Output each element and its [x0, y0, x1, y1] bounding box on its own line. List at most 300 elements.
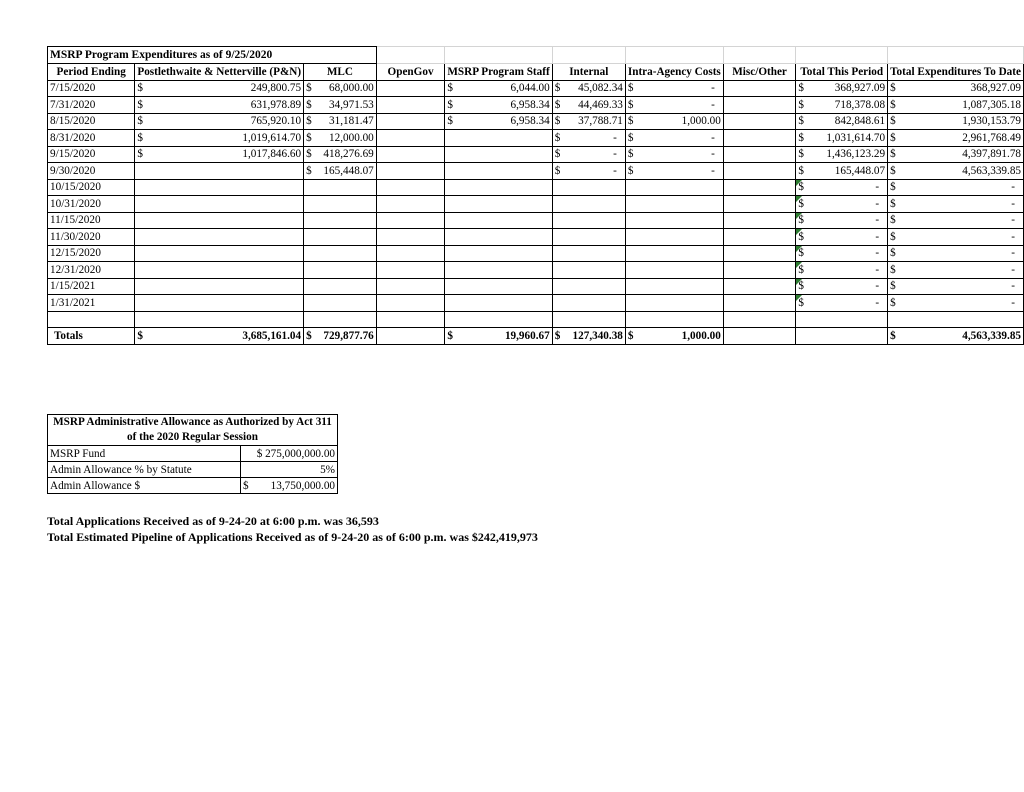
currency-sign: $: [798, 263, 804, 276]
amount-mlc: 12,000.00: [329, 131, 374, 144]
cell-misc: [723, 80, 796, 97]
cell-mlc: [304, 80, 377, 97]
cell-pn: [135, 179, 304, 196]
cell-total: [796, 146, 888, 163]
cell-misc: [723, 146, 796, 163]
cell-staff: [445, 229, 552, 246]
amount-todate: 4,397,891.78: [962, 148, 1021, 161]
cell-todate: [888, 130, 1024, 147]
currency-sign: $: [890, 148, 896, 161]
amount-internal: -: [613, 148, 617, 161]
currency-sign: $: [306, 115, 312, 128]
amount-pn: 1,019,614.70: [242, 131, 302, 144]
cell-internal: [552, 130, 625, 147]
currency-sign: $: [306, 329, 312, 342]
currency-sign: $: [554, 82, 561, 95]
currency-sign: $: [627, 164, 634, 177]
currency-sign: $: [627, 82, 634, 95]
cell-opengov: [376, 245, 445, 262]
period-ending: 7/15/2020: [48, 80, 135, 97]
cell-pn: [135, 80, 304, 97]
amount-pn: 1,017,846.60: [242, 148, 302, 161]
currency-sign: $: [890, 131, 896, 144]
period-ending: 8/15/2020: [48, 113, 135, 130]
cell-internal: [552, 295, 625, 312]
cell-todate: [888, 229, 1024, 246]
currency-sign: $: [890, 214, 896, 227]
currency-sign: $: [798, 131, 804, 144]
sheet-title: MSRP Program Expenditures as of 9/25/2020: [48, 47, 377, 64]
amount-total: -: [875, 214, 880, 227]
cell-opengov: [376, 262, 445, 279]
currency-sign: $: [137, 82, 143, 95]
cell-total: [796, 229, 888, 246]
cell-staff: [445, 295, 552, 312]
amount-todate: -: [1011, 230, 1015, 243]
cell-pn: [135, 113, 304, 130]
cell-todate: [888, 295, 1024, 312]
cell-intra: [625, 130, 723, 147]
cell-misc: [723, 278, 796, 295]
table-row: [48, 130, 1024, 147]
currency-sign: $: [137, 98, 143, 111]
currency-sign: $: [306, 164, 312, 177]
amount-total: -: [875, 197, 880, 210]
period-ending: 1/31/2021: [48, 295, 135, 312]
cell-intra: [625, 80, 723, 97]
cell-mlc: [304, 97, 377, 114]
table-row: [48, 113, 1024, 130]
cell-todate: [888, 328, 1024, 345]
cell-internal: [552, 245, 625, 262]
amount-staff: 6,958.34: [510, 115, 550, 128]
cell-opengov: [376, 229, 445, 246]
amount-mlc: 31,181.47: [329, 115, 374, 128]
admin-amount-label: Admin Allowance $: [48, 478, 241, 494]
currency-sign: $: [554, 98, 561, 111]
amount-todate: -: [1011, 214, 1015, 227]
amount-internal: 37,788.71: [578, 115, 623, 128]
cell-mlc: [304, 196, 377, 213]
cell-mlc: [304, 278, 377, 295]
amount-total: 1,436,123.29: [826, 148, 886, 161]
cell-total: [796, 97, 888, 114]
cell-staff: [445, 130, 552, 147]
cell-mlc: [304, 179, 377, 196]
cell-internal: [552, 229, 625, 246]
cell-pn: [135, 212, 304, 229]
period-ending: 7/31/2020: [48, 97, 135, 114]
cell-pn: [135, 229, 304, 246]
cell-pn: [135, 295, 304, 312]
amount-todate: -: [1011, 181, 1015, 194]
currency-sign: $: [137, 329, 143, 342]
table-row: [48, 163, 1024, 180]
cell-opengov: [376, 130, 445, 147]
cell-staff: [445, 80, 552, 97]
amount-total: -: [875, 280, 880, 293]
cell-total: [796, 196, 888, 213]
amount-internal: 127,340.38: [572, 329, 623, 342]
cell-mlc: [304, 295, 377, 312]
table-row: [48, 295, 1024, 312]
amount-todate: -: [1011, 263, 1015, 276]
header-mlc: MLC: [304, 63, 377, 80]
cell-misc: [723, 245, 796, 262]
msrp-fund-value: $ 275,000,000.00: [241, 446, 338, 462]
cell-staff: [445, 146, 552, 163]
currency-sign: $: [890, 296, 896, 309]
currency-sign: $: [554, 329, 561, 342]
amount-todate: 1,087,305.18: [962, 98, 1021, 111]
cell-intra: [625, 212, 723, 229]
amount-mlc: 68,000.00: [329, 82, 374, 95]
table-row: [48, 212, 1024, 229]
amount-pn: 249,800.75: [250, 82, 302, 95]
currency-sign: $: [798, 115, 804, 128]
header-program-staff: MSRP Program Staff: [445, 63, 552, 80]
amount-todate: 2,961,768.49: [962, 131, 1021, 144]
cell-total: [796, 262, 888, 279]
currency-sign: $: [554, 115, 561, 128]
amount-todate: 368,927.09: [970, 82, 1021, 95]
cell-todate: [888, 212, 1024, 229]
cell-opengov: [376, 80, 445, 97]
cell-pn: [135, 130, 304, 147]
cell-mlc: [304, 262, 377, 279]
cell-staff: [445, 196, 552, 213]
currency-sign: $: [627, 131, 634, 144]
currency-sign: $: [554, 164, 561, 177]
header-intra-agency: Intra-Agency Costs: [625, 63, 723, 80]
cell-intra: [625, 262, 723, 279]
currency-sign: $: [798, 197, 804, 210]
amount-intra: -: [711, 131, 715, 144]
amount-todate: 4,563,339.85: [962, 164, 1021, 177]
currency-sign: $: [627, 329, 634, 342]
title-row: [48, 47, 1024, 64]
cell-total: [796, 212, 888, 229]
header-period-ending: Period Ending: [48, 63, 135, 80]
cell-mlc: [304, 146, 377, 163]
cell-total: [796, 328, 888, 345]
cell-misc: [723, 262, 796, 279]
amount-pn: 631,978.89: [250, 98, 302, 111]
cell-total: [796, 295, 888, 312]
currency-sign: $: [890, 164, 896, 177]
currency-sign: $: [306, 131, 312, 144]
currency-sign: $: [798, 230, 804, 243]
cell-internal: [552, 262, 625, 279]
amount-todate: 1,930,153.79: [962, 115, 1021, 128]
cell-pn: [135, 97, 304, 114]
cell-total: [796, 245, 888, 262]
cell-intra: [625, 328, 723, 345]
cell-mlc: [304, 229, 377, 246]
cell-total: [796, 113, 888, 130]
amount-total: -: [875, 230, 880, 243]
cell-todate: [888, 262, 1024, 279]
amount-todate: -: [1011, 280, 1015, 293]
currency-sign: $: [627, 115, 634, 128]
currency-sign: $: [447, 329, 453, 342]
cell-total: [796, 163, 888, 180]
cell-todate: [888, 113, 1024, 130]
cell-internal: [552, 113, 625, 130]
table-row: [48, 196, 1024, 213]
amount-pn: 3,685,161.04: [242, 329, 302, 342]
cell-opengov: [376, 146, 445, 163]
header-internal: Internal: [552, 63, 625, 80]
header-total-period: Total This Period: [796, 63, 888, 80]
cell-internal: [552, 278, 625, 295]
amount-pn: 765,920.10: [250, 115, 302, 128]
amount-total: -: [875, 296, 880, 309]
admin-amount-value: 13,750,000.00: [270, 479, 335, 492]
table-row: [48, 80, 1024, 97]
header-pn: Postlethwaite & Netterville (P&N): [135, 63, 304, 80]
period-ending: 9/30/2020: [48, 163, 135, 180]
currency-sign: $: [890, 98, 896, 111]
currency-sign: $: [243, 479, 249, 492]
amount-internal: -: [613, 131, 617, 144]
cell-total: [796, 130, 888, 147]
cell-todate: [888, 245, 1024, 262]
cell-pn: [135, 163, 304, 180]
header-misc: Misc/Other: [723, 63, 796, 80]
amount-staff: 6,958.34: [510, 98, 550, 111]
table-row: [48, 278, 1024, 295]
cell-internal: [552, 97, 625, 114]
amount-total: 1,031,614.70: [826, 131, 886, 144]
currency-sign: $: [306, 98, 312, 111]
cell-mlc: [304, 245, 377, 262]
cell-opengov: [376, 97, 445, 114]
admin-title: MSRP Administrative Allowance as Authorized by Act 311 of the 2020 Regular Session: [48, 415, 338, 446]
totals-label: Totals: [48, 328, 135, 345]
cell-pn: [135, 328, 304, 345]
cell-todate: [888, 97, 1024, 114]
currency-sign: $: [890, 82, 896, 95]
amount-todate: -: [1011, 197, 1015, 210]
amount-intra: -: [711, 148, 715, 161]
currency-sign: $: [890, 181, 896, 194]
currency-sign: $: [137, 115, 143, 128]
header-total-to-date: Total Expenditures To Date: [888, 63, 1024, 80]
currency-sign: $: [306, 82, 312, 95]
cell-internal: [552, 212, 625, 229]
cell-pn: [135, 262, 304, 279]
applications-received-note: Total Applications Received as of 9-24-20 at 6:00 p.m. was 36,593: [47, 514, 379, 528]
spacer-row: [48, 311, 1024, 328]
cell-opengov: [376, 212, 445, 229]
amount-todate: 4,563,339.85: [962, 329, 1021, 342]
currency-sign: $: [627, 148, 634, 161]
cell-pn: [135, 245, 304, 262]
currency-sign: $: [890, 115, 896, 128]
cell-todate: [888, 196, 1024, 213]
currency-sign: $: [798, 148, 804, 161]
cell-intra: [625, 295, 723, 312]
cell-internal: [552, 80, 625, 97]
amount-mlc: 34,971.53: [329, 98, 374, 111]
cell-misc: [723, 179, 796, 196]
pipeline-note: Total Estimated Pipeline of Applications Received as of 9-24-20 as of 6:00 p.m. was $242,419,973: [47, 530, 538, 544]
period-ending: 12/31/2020: [48, 262, 135, 279]
header-row: [48, 63, 1024, 80]
cell-pn: [135, 196, 304, 213]
cell-misc: [723, 212, 796, 229]
amount-intra: -: [711, 98, 715, 111]
amount-staff: 6,044.00: [510, 82, 550, 95]
cell-opengov: [376, 278, 445, 295]
currency-sign: $: [798, 214, 804, 227]
cell-opengov: [376, 163, 445, 180]
currency-sign: $: [890, 197, 896, 210]
amount-intra: 1,000.00: [681, 115, 721, 128]
amount-mlc: 165,448.07: [323, 164, 374, 177]
cell-internal: [552, 179, 625, 196]
period-ending: 10/31/2020: [48, 196, 135, 213]
cell-intra: [625, 278, 723, 295]
currency-sign: $: [798, 98, 804, 111]
currency-sign: $: [137, 131, 143, 144]
amount-intra: -: [711, 82, 715, 95]
period-ending: 11/30/2020: [48, 229, 135, 246]
table-row: [48, 146, 1024, 163]
cell-staff: [445, 278, 552, 295]
currency-sign: $: [447, 98, 453, 111]
cell-intra: [625, 196, 723, 213]
currency-sign: $: [798, 296, 804, 309]
amount-internal: 44,469.33: [578, 98, 623, 111]
currency-sign: $: [447, 115, 453, 128]
amount-total: -: [875, 247, 880, 260]
cell-todate: [888, 179, 1024, 196]
period-ending: 11/15/2020: [48, 212, 135, 229]
period-ending: 8/31/2020: [48, 130, 135, 147]
period-ending: 9/15/2020: [48, 146, 135, 163]
cell-internal: [552, 196, 625, 213]
msrp-fund-label: MSRP Fund: [48, 446, 241, 462]
admin-pct-value: 5%: [241, 462, 338, 478]
amount-intra: 1,000.00: [681, 329, 721, 342]
cell-total: [796, 179, 888, 196]
expenditures-table: [47, 46, 1024, 345]
cell-pn: [135, 278, 304, 295]
cell-mlc: [304, 163, 377, 180]
amount-total: 842,848.61: [834, 115, 886, 128]
cell-staff: [445, 163, 552, 180]
cell-todate: [888, 146, 1024, 163]
cell-intra: [625, 179, 723, 196]
period-ending: 10/15/2020: [48, 179, 135, 196]
cell-misc: [723, 163, 796, 180]
cell-mlc: [304, 130, 377, 147]
cell-staff: [445, 212, 552, 229]
cell-todate: [888, 80, 1024, 97]
amount-total: -: [875, 181, 880, 194]
currency-sign: $: [890, 263, 896, 276]
cell-staff: [445, 179, 552, 196]
header-opengov: OpenGov: [376, 63, 445, 80]
amount-todate: -: [1011, 247, 1015, 260]
totals-row: [48, 328, 1024, 345]
cell-staff: [445, 245, 552, 262]
cell-opengov: [376, 113, 445, 130]
cell-internal: [552, 328, 625, 345]
cell-opengov: [376, 196, 445, 213]
cell-internal: [552, 146, 625, 163]
table-row: [48, 245, 1024, 262]
cell-misc: [723, 130, 796, 147]
cell-staff: [445, 328, 552, 345]
currency-sign: $: [627, 98, 634, 111]
amount-staff: 19,960.67: [504, 329, 550, 342]
cell-intra: [625, 245, 723, 262]
cell-misc: [723, 295, 796, 312]
currency-sign: $: [890, 280, 896, 293]
table-row: [48, 179, 1024, 196]
cell-misc: [723, 229, 796, 246]
admin-allowance-table: [47, 414, 338, 494]
currency-sign: $: [798, 181, 804, 194]
cell-misc: [723, 196, 796, 213]
period-ending: 1/15/2021: [48, 278, 135, 295]
amount-intra: -: [711, 164, 715, 177]
cell-mlc: [304, 212, 377, 229]
table-row: [48, 97, 1024, 114]
currency-sign: $: [798, 280, 804, 293]
amount-todate: -: [1011, 296, 1015, 309]
admin-pct-label: Admin Allowance % by Statute: [48, 462, 241, 478]
cell-pn: [135, 146, 304, 163]
currency-sign: $: [798, 247, 804, 260]
amount-mlc: 418,276.69: [323, 148, 374, 161]
amount-total: -: [875, 263, 880, 276]
cell-todate: [888, 163, 1024, 180]
currency-sign: $: [890, 329, 896, 342]
cell-intra: [625, 163, 723, 180]
amount-internal: 45,082.34: [578, 82, 623, 95]
cell-opengov: [376, 179, 445, 196]
amount-mlc: 729,877.76: [323, 329, 374, 342]
amount-total: 165,448.07: [834, 164, 886, 177]
currency-sign: $: [554, 148, 561, 161]
table-row: [48, 262, 1024, 279]
amount-total: 718,378.08: [834, 98, 886, 111]
cell-staff: [445, 97, 552, 114]
cell-todate: [888, 278, 1024, 295]
amount-total: 368,927.09: [834, 82, 886, 95]
amount-internal: -: [613, 164, 617, 177]
cell-mlc: [304, 113, 377, 130]
cell-opengov: [376, 295, 445, 312]
cell-staff: [445, 113, 552, 130]
cell-staff: [445, 262, 552, 279]
cell-intra: [625, 113, 723, 130]
cell-mlc: [304, 328, 377, 345]
table-row: [48, 229, 1024, 246]
currency-sign: $: [554, 131, 561, 144]
period-ending: 12/15/2020: [48, 245, 135, 262]
currency-sign: $: [798, 82, 804, 95]
cell-misc: [723, 97, 796, 114]
currency-sign: $: [447, 82, 453, 95]
cell-intra: [625, 146, 723, 163]
currency-sign: $: [306, 148, 312, 161]
notes: [47, 513, 538, 545]
